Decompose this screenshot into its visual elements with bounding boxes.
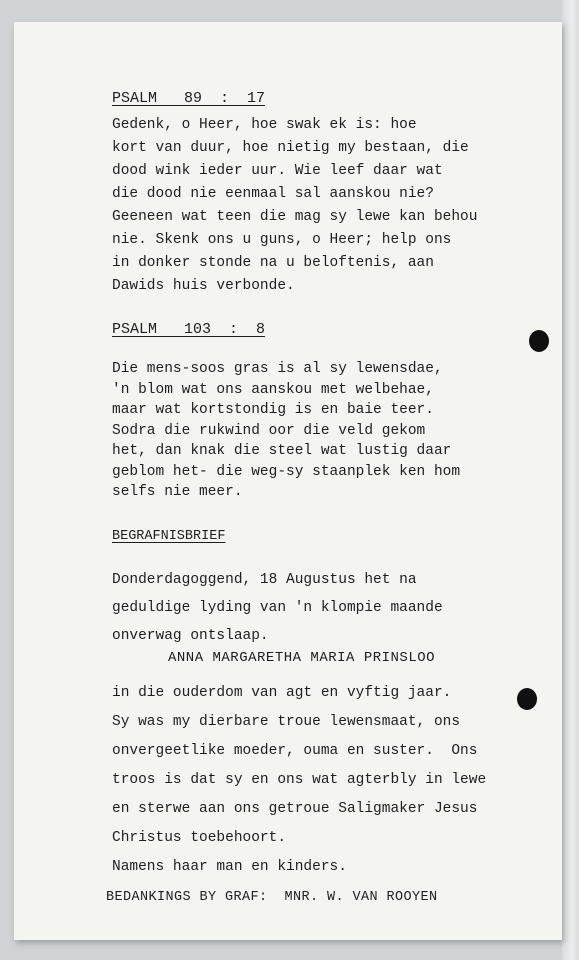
psalm-89-line: kort van duur, hoe nietig my bestaan, die — [112, 140, 469, 156]
letter-body-line: troos is dat sy en ons wat agterbly in lewe — [112, 772, 487, 788]
psalm-89-line: Dawids huis verbonde. — [112, 278, 295, 294]
psalm-103-heading: PSALM 103 : 8 — [112, 321, 266, 338]
psalm-103-line: het, dan knak die steel wat lustig daar — [112, 443, 452, 459]
psalm-89-text — [112, 114, 477, 298]
psalm-103-line: selfs nie meer. — [112, 484, 243, 500]
letter-intro-line: geduldige lyding van 'n klompie maande — [112, 600, 443, 616]
funeral-letter-intro — [112, 566, 443, 650]
psalm-89-heading: PSALM 89 : 17 — [112, 90, 266, 107]
psalm-89-line: Gedenk, o Heer, hoe swak ek is: hoe — [112, 117, 417, 133]
thanks-line: BEDANKINGS BY GRAF: MNR. W. VAN ROOYEN — [106, 890, 438, 905]
paper-edge — [562, 0, 579, 960]
typed-page — [14, 22, 562, 940]
deceased-name: ANNA MARGARETHA MARIA PRINSLOO — [168, 650, 436, 666]
psalm-103-line: Sodra die rukwind oor die veld gekom — [112, 422, 426, 439]
letter-body-line: Namens haar man en kinders. — [112, 859, 347, 875]
psalm-89-line: dood wink ieder uur. Wie leef daar wat — [112, 163, 443, 179]
letter-body-line: en sterwe aan ons getroue Saligmaker Jesus — [112, 801, 478, 817]
punch-hole-top — [529, 330, 549, 352]
psalm-103-line: 'n blom wat ons aanskou met welbehae, — [112, 381, 434, 398]
letter-body-line: onvergeetlike moeder, ouma en suster. Ons — [112, 743, 478, 759]
psalm-103-line: geblom het- die weg-sy staanplek ken hom — [112, 463, 461, 480]
punch-hole-bottom — [517, 688, 537, 710]
psalm-89-line: die dood nie eenmaal sal aanskou nie? — [112, 186, 434, 202]
psalm-89-line: in donker stonde na u beloftenis, aan — [112, 255, 434, 271]
letter-intro-line: Donderdagoggend, 18 Augustus het na — [112, 572, 417, 588]
letter-body-line: Christus toebehoort. — [112, 830, 287, 846]
psalm-89-line: nie. Skenk ons u guns, o Heer; help ons — [112, 232, 452, 248]
letter-body-line: Sy was my dierbare troue lewensmaat, ons — [112, 714, 461, 730]
letter-intro-line: onverwag ontslaap. — [112, 628, 269, 644]
psalm-103-text — [112, 359, 460, 503]
funeral-letter-heading: BEGRAFNISBRIEF — [112, 529, 226, 544]
psalm-103-line: Die mens-soos gras is al sy lewensdae, — [112, 361, 443, 377]
funeral-letter-body — [112, 679, 486, 882]
psalm-103-line: maar wat kortstondig is en baie teer. — [112, 402, 434, 418]
psalm-89-line: Geeneen wat teen die mag sy lewe kan behou — [112, 209, 478, 225]
letter-body-line: in die ouderdom van agt en vyftig jaar. — [112, 685, 452, 701]
